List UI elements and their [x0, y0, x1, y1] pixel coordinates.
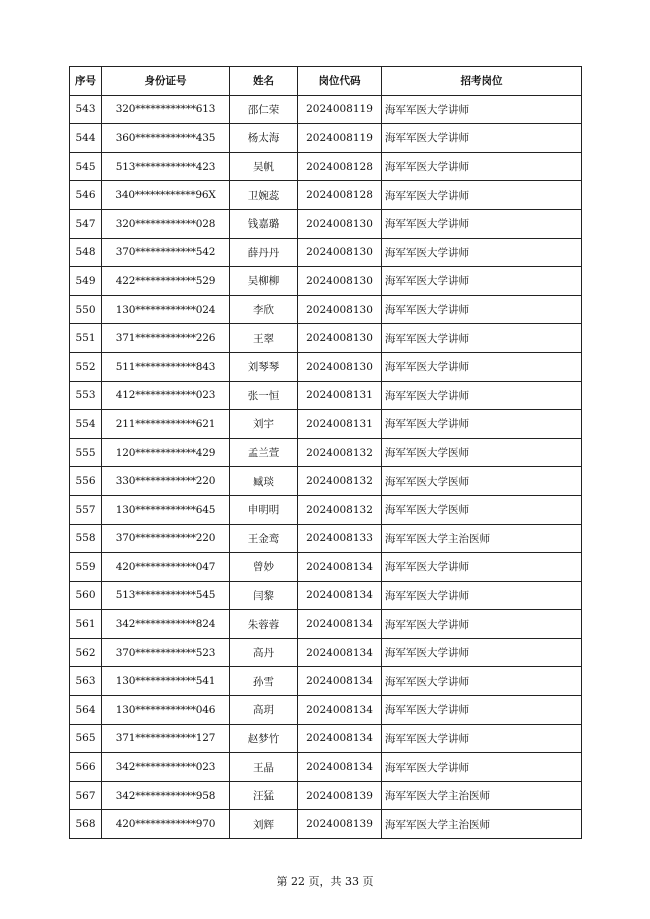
post-cell: 海军军医大学讲师 — [382, 152, 582, 181]
id-number-cell: 342************023 — [102, 753, 230, 782]
serial-cell: 553 — [70, 381, 102, 410]
post-cell: 海军军医大学讲师 — [382, 381, 582, 410]
post-cell: 海军军医大学讲师 — [382, 181, 582, 210]
table-body — [70, 95, 582, 838]
post-code-cell: 2024008128 — [298, 152, 382, 181]
post-code-cell: 2024008130 — [298, 267, 382, 296]
post-code-cell: 2024008132 — [298, 438, 382, 467]
name-cell: 杨太海 — [230, 124, 298, 153]
name-cell: 刘宇 — [230, 410, 298, 439]
post-code-cell: 2024008130 — [298, 352, 382, 381]
table-row — [70, 724, 582, 753]
id-number-cell: 371************226 — [102, 324, 230, 353]
post-code-cell: 2024008130 — [298, 209, 382, 238]
serial-cell: 568 — [70, 810, 102, 839]
post-code-cell: 2024008119 — [298, 95, 382, 124]
table-row — [70, 124, 582, 153]
serial-cell: 559 — [70, 553, 102, 582]
id-number-cell: 211************621 — [102, 410, 230, 439]
serial-cell: 564 — [70, 696, 102, 725]
name-cell: 高玥 — [230, 696, 298, 725]
name-cell: 王翠 — [230, 324, 298, 353]
id-number-cell: 340************96X — [102, 181, 230, 210]
id-number-cell: 130************024 — [102, 295, 230, 324]
post-cell: 海军军医大学讲师 — [382, 410, 582, 439]
table-row — [70, 524, 582, 553]
name-cell: 臧琰 — [230, 467, 298, 496]
serial-cell: 548 — [70, 238, 102, 267]
page-number: 第 22 页，共 33 页 — [276, 875, 374, 888]
id-number-cell: 342************824 — [102, 610, 230, 639]
post-code-cell: 2024008131 — [298, 381, 382, 410]
table-row — [70, 781, 582, 810]
id-number-cell: 513************545 — [102, 581, 230, 610]
post-code-cell: 2024008134 — [298, 638, 382, 667]
post-code-cell: 2024008132 — [298, 467, 382, 496]
name-cell: 刘琴琴 — [230, 352, 298, 381]
post-cell: 海军军医大学讲师 — [382, 209, 582, 238]
serial-cell: 567 — [70, 781, 102, 810]
serial-cell: 561 — [70, 610, 102, 639]
id-number-cell: 130************645 — [102, 495, 230, 524]
table-row — [70, 667, 582, 696]
name-cell: 吴帆 — [230, 152, 298, 181]
post-cell: 海军军医大学讲师 — [382, 267, 582, 296]
post-code-cell: 2024008133 — [298, 524, 382, 553]
serial-cell: 566 — [70, 753, 102, 782]
id-number-cell: 342************958 — [102, 781, 230, 810]
id-number-cell: 511************843 — [102, 352, 230, 381]
post-code-cell: 2024008131 — [298, 410, 382, 439]
serial-cell: 555 — [70, 438, 102, 467]
serial-cell: 565 — [70, 724, 102, 753]
table-row — [70, 324, 582, 353]
id-number-cell: 370************220 — [102, 524, 230, 553]
id-number-cell: 360************435 — [102, 124, 230, 153]
id-number-cell: 513************423 — [102, 152, 230, 181]
serial-cell: 557 — [70, 495, 102, 524]
name-cell: 邵仁荣 — [230, 95, 298, 124]
post-cell: 海军军医大学讲师 — [382, 352, 582, 381]
post-cell: 海军军医大学主治医师 — [382, 524, 582, 553]
header-post: 招考岗位 — [382, 67, 582, 96]
serial-cell: 549 — [70, 267, 102, 296]
id-number-cell: 120************429 — [102, 438, 230, 467]
table-row — [70, 352, 582, 381]
table-row — [70, 381, 582, 410]
name-cell: 王晶 — [230, 753, 298, 782]
table-header-row — [70, 67, 582, 96]
name-cell: 薛丹丹 — [230, 238, 298, 267]
name-cell: 王金鸾 — [230, 524, 298, 553]
table-row — [70, 152, 582, 181]
serial-cell: 560 — [70, 581, 102, 610]
header-post-code: 岗位代码 — [298, 67, 382, 96]
serial-cell: 550 — [70, 295, 102, 324]
id-number-cell: 370************542 — [102, 238, 230, 267]
id-number-cell: 320************613 — [102, 95, 230, 124]
table-row — [70, 95, 582, 124]
name-cell: 朱蓉蓉 — [230, 610, 298, 639]
post-code-cell: 2024008134 — [298, 753, 382, 782]
post-code-cell: 2024008130 — [298, 295, 382, 324]
id-number-cell: 420************970 — [102, 810, 230, 839]
table-row — [70, 438, 582, 467]
post-cell: 海军军医大学讲师 — [382, 95, 582, 124]
post-cell: 海军军医大学讲师 — [382, 610, 582, 639]
id-number-cell: 422************529 — [102, 267, 230, 296]
post-cell: 海军军医大学讲师 — [382, 238, 582, 267]
post-cell: 海军军医大学讲师 — [382, 124, 582, 153]
post-cell: 海军军医大学讲师 — [382, 667, 582, 696]
table-row — [70, 581, 582, 610]
post-cell: 海军军医大学主治医师 — [382, 810, 582, 839]
serial-cell: 563 — [70, 667, 102, 696]
post-cell: 海军军医大学讲师 — [382, 553, 582, 582]
serial-cell: 547 — [70, 209, 102, 238]
serial-cell: 552 — [70, 352, 102, 381]
serial-cell: 554 — [70, 410, 102, 439]
table-row — [70, 553, 582, 582]
name-cell: 孟兰萱 — [230, 438, 298, 467]
name-cell: 赵梦竹 — [230, 724, 298, 753]
name-cell: 汪猛 — [230, 781, 298, 810]
serial-cell: 551 — [70, 324, 102, 353]
serial-cell: 558 — [70, 524, 102, 553]
post-cell: 海军军医大学讲师 — [382, 581, 582, 610]
table-row — [70, 295, 582, 324]
table-row — [70, 267, 582, 296]
post-code-cell: 2024008128 — [298, 181, 382, 210]
header-name: 姓名 — [230, 67, 298, 96]
id-number-cell: 320************028 — [102, 209, 230, 238]
name-cell: 申明明 — [230, 495, 298, 524]
serial-cell: 546 — [70, 181, 102, 210]
table-row — [70, 696, 582, 725]
post-cell: 海军军医大学讲师 — [382, 696, 582, 725]
post-cell: 海军军医大学讲师 — [382, 724, 582, 753]
id-number-cell: 130************046 — [102, 696, 230, 725]
table-row — [70, 467, 582, 496]
id-number-cell: 330************220 — [102, 467, 230, 496]
post-code-cell: 2024008119 — [298, 124, 382, 153]
table-row — [70, 610, 582, 639]
post-code-cell: 2024008134 — [298, 581, 382, 610]
post-cell: 海军军医大学医师 — [382, 495, 582, 524]
post-code-cell: 2024008134 — [298, 610, 382, 639]
name-cell: 高丹 — [230, 638, 298, 667]
post-code-cell: 2024008139 — [298, 781, 382, 810]
post-code-cell: 2024008134 — [298, 724, 382, 753]
table-row — [70, 495, 582, 524]
serial-cell: 544 — [70, 124, 102, 153]
serial-cell: 562 — [70, 638, 102, 667]
post-code-cell: 2024008134 — [298, 696, 382, 725]
table-row — [70, 181, 582, 210]
id-number-cell: 370************523 — [102, 638, 230, 667]
name-cell: 钱嘉璐 — [230, 209, 298, 238]
table-row — [70, 410, 582, 439]
serial-cell: 543 — [70, 95, 102, 124]
name-cell: 李欣 — [230, 295, 298, 324]
post-cell: 海军军医大学讲师 — [382, 295, 582, 324]
name-cell: 刘辉 — [230, 810, 298, 839]
id-number-cell: 420************047 — [102, 553, 230, 582]
post-cell: 海军军医大学医师 — [382, 438, 582, 467]
table-row — [70, 810, 582, 839]
name-cell: 曾妙 — [230, 553, 298, 582]
table-row — [70, 753, 582, 782]
name-cell: 张一恒 — [230, 381, 298, 410]
post-code-cell: 2024008132 — [298, 495, 382, 524]
candidate-table — [69, 66, 582, 839]
name-cell: 卫婉蕊 — [230, 181, 298, 210]
post-code-cell: 2024008134 — [298, 553, 382, 582]
post-code-cell: 2024008130 — [298, 324, 382, 353]
name-cell: 孙雪 — [230, 667, 298, 696]
post-cell: 海军军医大学讲师 — [382, 324, 582, 353]
serial-cell: 545 — [70, 152, 102, 181]
post-cell: 海军军医大学主治医师 — [382, 781, 582, 810]
id-number-cell: 371************127 — [102, 724, 230, 753]
post-cell: 海军军医大学讲师 — [382, 753, 582, 782]
name-cell: 吴柳柳 — [230, 267, 298, 296]
header-id-number: 身份证号 — [102, 67, 230, 96]
table-row — [70, 209, 582, 238]
header-serial: 序号 — [70, 67, 102, 96]
table-row — [70, 638, 582, 667]
post-code-cell: 2024008134 — [298, 667, 382, 696]
post-code-cell: 2024008139 — [298, 810, 382, 839]
name-cell: 闫黎 — [230, 581, 298, 610]
id-number-cell: 130************541 — [102, 667, 230, 696]
table-row — [70, 238, 582, 267]
post-cell: 海军军医大学讲师 — [382, 638, 582, 667]
post-code-cell: 2024008130 — [298, 238, 382, 267]
serial-cell: 556 — [70, 467, 102, 496]
post-cell: 海军军医大学医师 — [382, 467, 582, 496]
id-number-cell: 412************023 — [102, 381, 230, 410]
